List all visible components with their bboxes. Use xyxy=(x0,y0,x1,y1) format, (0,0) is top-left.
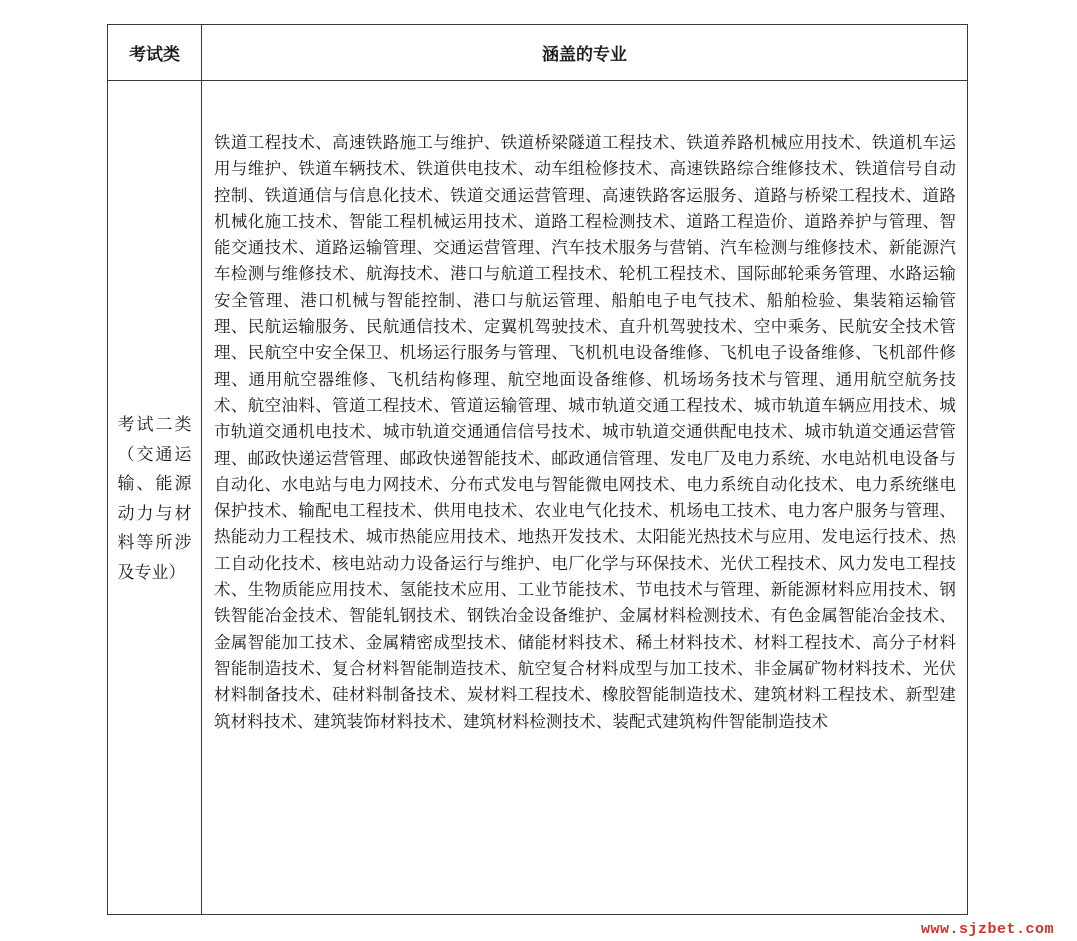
category-text: 考试二类（交通运输、能源动力与材料等所涉及专业） xyxy=(117,415,192,583)
majors-cell xyxy=(202,81,967,914)
table-header-row xyxy=(108,25,967,81)
category-cell xyxy=(108,81,202,914)
majors-text: 铁道工程技术、高速铁路施工与维护、铁道桥梁隧道工程技术、铁道养路机械应用技术、铁道机车运用与维护、铁道车辆技术、铁道供电技术、动车组检修技术、高速铁路综合维修技术、铁道信号自动控制、铁道通信与信息化技术、铁道交通运营管理、高速铁路客运服务、道路与桥梁工程技术、道路机械化施工技术、智能工程机械运用技术、道路工程检测技术、道路工程造价、道路养护与管理、智能交通技术、道路运输管理、交通运营管理、汽车技术服务与营销、汽车检测与维修技术、新能源汽车检测与维修技术、航海技术、港口与航道工程技术、轮机工程技术、国际邮轮乘务管理、水路运输安全管理、港口机械与智能控制、港口与航运管理、船舶电子电气技术、船舶检验、集装箱运输管理、民航运输服务、民航通信技术、定翼机驾驶技术、直升机驾驶技术、空中乘务、民航安全技术管理、民航空中安全保卫、机场运行服务与管理、飞机机电设备维修、飞机电子设备维修、飞机部件修理、通用航空器维修、飞机结构修理、航空地面设备维修、机场场务技术与管理、通用航空航务技术、航空油料、管道工程技术、管道运输管理、城市轨道交通工程技术、城市轨道车辆应用技术、城市轨道交通机电技术、城市轨道交通通信信号技术、城市轨道交通供配电技术、城市轨道交通运营管理、邮政快递运营管理、邮政快递智能技术、邮政通信管理、发电厂及电力系统、水电站机电设备与自动化、水电站与电力网技术、分布式发电与智能微电网技术、电力系统自动化技术、电力系统继电保护技术、输配电工程技术、供用电技术、农业电气化技术、机场电工技术、电力客户服务与管理、热能动力工程技术、城市热能应用技术、地热开发技术、太阳能光热技术与应用、发电运行技术、热工自动化技术、核电站动力设备运行与维护、电厂化学与环保技术、光伏工程技术、风力发电工程技术、生物质能应用技术、氢能技术应用、工业节能技术、节电技术与管理、新能源材料应用技术、钢铁智能冶金技术、智能轧钢技术、钢铁冶金设备维护、金属材料检测技术、有色金属智能冶金技术、金属智能加工技术、金属精密成型技术、储能材料技术、稀土材料技术、材料工程技术、高分子材料智能制造技术、复合材料智能制造技术、航空复合材料成型与加工技术、非金属矿物材料技术、光伏材料制备技术、硅材料制备技术、炭材料工程技术、橡胶智能制造技术、建筑材料工程技术、新型建筑材料技术、建筑装饰材料技术、建筑材料检测技术、装配式建筑构件智能制造技术 xyxy=(214,133,956,731)
majors-table xyxy=(107,24,968,915)
header-category-cell: 考试类 xyxy=(108,25,202,80)
header-majors-cell: 涵盖的专业 xyxy=(542,45,627,65)
site-watermark: www.sjzbet.com xyxy=(921,921,1055,938)
